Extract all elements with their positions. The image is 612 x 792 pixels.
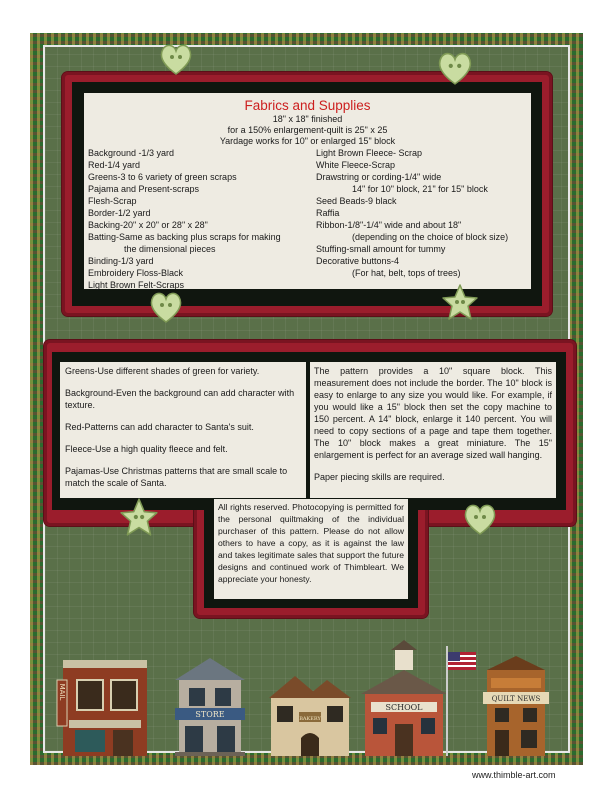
store-building bbox=[175, 658, 245, 756]
tip-pajamas: Pajamas-Use Christmas patterns that are small scale to match the scale of Santa. bbox=[65, 466, 288, 488]
list-item: Pajama and Present-scraps bbox=[88, 184, 200, 194]
store-sign: STORE bbox=[195, 710, 225, 719]
quilt-news-building bbox=[483, 656, 549, 756]
website-url[interactable]: www.thimble-art.com bbox=[472, 770, 556, 780]
supplies-subtitle-3: Yardage works for 10" or enlarged 15" block bbox=[219, 136, 396, 146]
list-item: Greens-3 to 6 variety of green scraps bbox=[88, 172, 237, 182]
tip-fleece: Fleece-Use a high quality fleece and felt. bbox=[65, 444, 228, 454]
mail-building bbox=[57, 660, 147, 756]
star-button-icon bbox=[118, 496, 160, 538]
list-item: White Fleece-Scrap bbox=[316, 160, 396, 170]
block-size-text: The pattern provides a 10" square block. This measurement does not include the border. The 10" block is easy to enlarge to any size you would like. For example, if you would like a 15" block then set the copy machine to 150 percent. A 14" block, enlarge it 140 percent. You will need to copy sections of a page and tape them together. The 10" block makes a great miniature. The 15" enlargement is perfect for an average sized wall hanging. bbox=[314, 366, 552, 460]
list-item: Flesh-Scrap bbox=[88, 196, 137, 206]
tip-red: Red-Patterns can add character to Santa's suit. bbox=[65, 422, 254, 432]
list-item: Backing-20" x 20" or 28" x 28" bbox=[88, 220, 208, 230]
heart-button-icon bbox=[148, 290, 184, 324]
tip-greens: Greens-Use different shades of green for variety. bbox=[65, 366, 260, 376]
list-item: 14" for 10" block, 21" for 15" block bbox=[352, 184, 488, 194]
bakery-building bbox=[269, 676, 351, 756]
skills-text: Paper piecing skills are required. bbox=[314, 472, 445, 482]
heart-button-icon bbox=[436, 50, 474, 86]
heart-button-icon bbox=[462, 502, 498, 536]
supplies-right-list bbox=[316, 147, 508, 279]
school-sign: SCHOOL bbox=[385, 703, 423, 712]
heart-button-icon bbox=[158, 42, 194, 76]
list-item: (For hat, belt, tops of trees) bbox=[352, 268, 461, 278]
list-item: Border-1/2 yard bbox=[88, 208, 151, 218]
list-item: Stuffing-small amount for tummy bbox=[316, 244, 446, 254]
bakery-sign: BAKERY bbox=[299, 716, 321, 722]
supplies-subtitle-2: for a 150% enlargement-quilt is 25" x 25 bbox=[227, 125, 388, 135]
quilt-news-sign: QUILT NEWS bbox=[491, 695, 541, 703]
village-illustration bbox=[55, 640, 555, 758]
list-item: Ribbon-1/8"-1/4" wide and about 18" bbox=[316, 220, 462, 230]
supplies-panel bbox=[84, 93, 531, 289]
list-item: Raffia bbox=[316, 208, 340, 218]
list-item: the dimensional pieces bbox=[124, 244, 216, 254]
list-item: (depending on the choice of block size) bbox=[352, 232, 509, 242]
list-item: Light Brown Fleece- Scrap bbox=[316, 148, 423, 158]
list-item: Seed Beads-9 black bbox=[316, 196, 397, 206]
list-item: Batting-Same as backing plus scraps for making bbox=[88, 232, 281, 242]
list-item: Drawstring or cording-1/4" wide bbox=[316, 172, 442, 182]
supplies-left-list bbox=[88, 147, 281, 291]
tips-left-panel bbox=[60, 362, 306, 498]
list-item: Light Brown Felt-Scraps bbox=[88, 280, 185, 290]
list-item: Background -1/3 yard bbox=[88, 148, 175, 158]
copyright-panel bbox=[214, 499, 408, 599]
mail-sign: MAIL bbox=[58, 683, 66, 701]
list-item: Red-1/4 yard bbox=[88, 160, 141, 170]
supplies-title: Fabrics and Supplies bbox=[244, 98, 371, 113]
star-button-icon bbox=[440, 282, 480, 322]
list-item: Embroidery Floss-Black bbox=[88, 268, 184, 278]
list-item: Binding-1/3 yard bbox=[88, 256, 154, 266]
list-item: Decorative buttons-4 bbox=[316, 256, 400, 266]
tip-background: Background-Even the background can add character with texture. bbox=[65, 388, 295, 410]
tips-right-panel bbox=[310, 362, 556, 498]
copyright-text: All rights reserved. Photocopying is permitted for the personal quiltmaking of the individual purchaser of this pattern. Please do not allow others to have a copy, as it is against the law and takes legitimate sales that support the future designs and continued work of Thimbleart. We appreciate your honesty. bbox=[218, 502, 404, 584]
school-building bbox=[361, 640, 476, 756]
supplies-subtitle-1: 18" x 18" finished bbox=[272, 114, 343, 124]
